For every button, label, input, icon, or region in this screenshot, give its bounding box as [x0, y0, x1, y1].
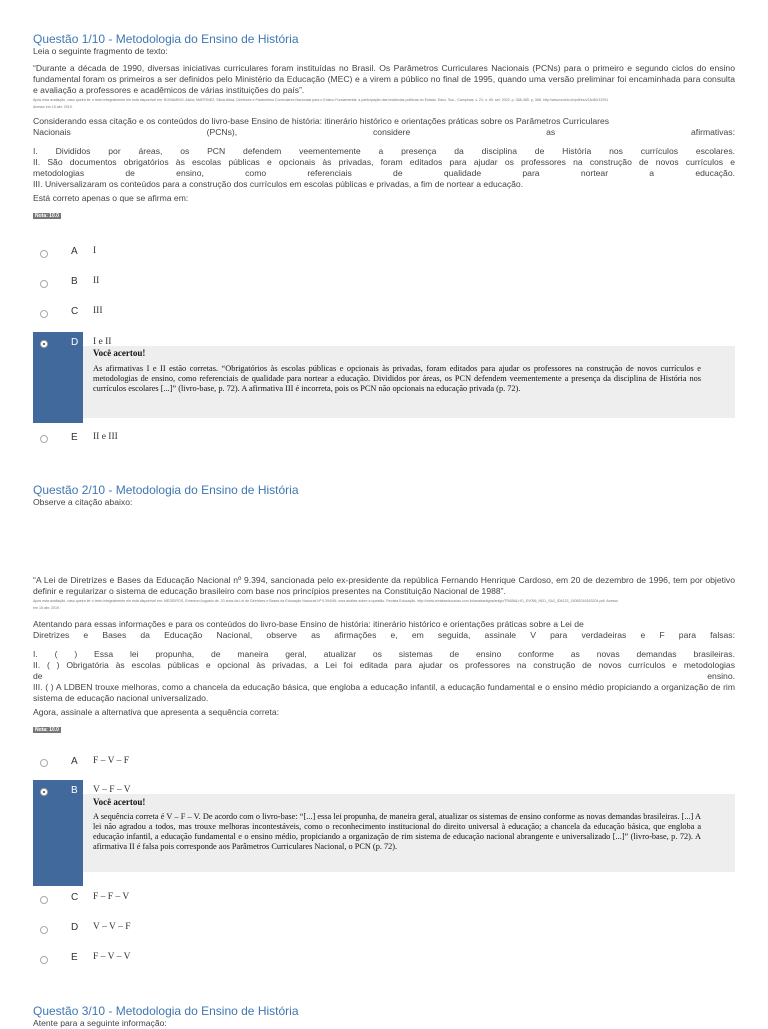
prompt-word: Nacionais: [33, 127, 71, 137]
option-text: II e III: [93, 432, 118, 442]
radio-icon[interactable]: [40, 280, 48, 288]
question-2-body: [33, 575, 735, 736]
question-1: [33, 32, 735, 222]
question-2-quote: “A Lei de Diretrizes e Bases da Educação Nacional nº 9.394, sancionada pelo ex-presidente da república Fernando Henrique Cardoso, em 20 de dezembro de 1996, tem por objetivo definir e regularizar o sistema de educação brasileiro com base nos princípios presentes na Constituição Nacional de 1988”.: [33, 575, 735, 596]
prompt-word: afirmativas:: [691, 127, 735, 137]
option-text: F – V – V: [93, 952, 131, 962]
option-letter: C: [71, 892, 79, 903]
question-1-title: Questão 1/10 - Metodologia do Ensino de História: [33, 32, 299, 46]
question-2-ask: Agora, assinale a alternativa que apresenta a sequência correta:: [33, 707, 280, 717]
option-letter: D: [71, 922, 79, 933]
option-letter: E: [71, 432, 78, 443]
option-letter: A: [71, 246, 78, 257]
question-1-source: Após esta avaliação, caso queira ler o texto integralmente ele está disponível em: BONAMINO, Alicia; MARTINEZ, Silvia Alicia. Diretrizes e Parâmetros Curriculares Nacionais para o Ensino Fundamental: a participação das instâncias políticas do Estado. Educ. Soc., Campinas, v. 23, n. 80, set. 2002. p. 368-385. p. 368. http://www.scielo.br/pdf/es/v23n80/12931: [33, 98, 609, 102]
question-2-intro: Observe a citação abaixo:: [33, 497, 133, 507]
question-1-prompt: Considerando essa citação e os conteúdos do livro-base Ensino de história: itinerário histórico e orientações práticas sobre os Parâmetros Curriculares: [33, 116, 610, 126]
question-1-quote: “Durante a década de 1990, diversas iniciativas curriculares foram instituídas no Brasil. Os Parâmetros Curriculares Nacionais (PCNs) para o primeiro e segundo ciclos do ensino fundamental foram os primeiros a ser definidos pelo Ministério da Educação (MEC) e a virem a público no final de 1995, quando uma versão preliminar foi encaminhada para consulta e avaliação a professores e acadêmicos de várias instituições do país”.: [33, 63, 735, 95]
radio-selected-icon[interactable]: [40, 340, 48, 348]
question-2-title: Questão 2/10 - Metodologia do Ensino de História: [33, 483, 299, 497]
item-word: ensino.: [707, 671, 735, 681]
item-word: de: [33, 671, 43, 681]
radio-icon[interactable]: [40, 926, 48, 934]
feedback-title: Você acertou!: [93, 348, 146, 358]
radio-icon[interactable]: [40, 250, 48, 258]
option-text: III: [93, 306, 103, 316]
question-2-item-2: II. ( ) Obrigatória às escolas públicas e opcional às privadas, a Lei foi editada para ajudar os professores na construção de novos currículos e metodologias: [33, 660, 735, 670]
option-text: F – V – F: [93, 756, 130, 766]
option-text: II: [93, 276, 100, 286]
question-2: [33, 483, 735, 508]
option-letter: C: [71, 306, 79, 317]
question-1-ask: Está correto apenas o que se afirma em:: [33, 193, 189, 203]
radio-icon[interactable]: [40, 435, 48, 443]
question-2-item-2-cont: [33, 671, 735, 682]
question-1-item-2: II. São documentos obrigatórios às escolas públicas e opcionais às privadas, foram editados para ajudar os professores na construção de novos currículos e: [33, 157, 735, 167]
question-1-source-date: Acesso em 15 abr. 2019.: [33, 105, 73, 109]
option-letter: D: [71, 337, 79, 348]
radio-icon[interactable]: [40, 896, 48, 904]
radio-selected-icon[interactable]: [40, 788, 48, 796]
question-3-title: Questão 3/10 - Metodologia do Ensino de História: [33, 1004, 299, 1018]
question-1-item-2-cont: metodologias de ensino, como referenciais de qualidade para nortear a educação.: [33, 168, 735, 178]
radio-icon[interactable]: [40, 759, 48, 767]
feedback-text: A sequência correta é V – F – V. De acordo com o livro-base: “[...] essa lei propunha, de maneira geral, atualizar os sistemas de ensino conforme as novas demandas brasileiras. [...] A lei não agradou a todos, mas trouxe melhoras incontestáveis, como o reconhecimento institucional do direito universal à educação; a chancela da educação básica, que engloba a educação infantil, a educação fundamental e o ensino médio, propiciando a organização de rim sistema de educação nacional abrangente e universalizado [...]” (livro-base, p. 72). A afirmativa II é falsa pois corresponde aos Parâmetros Curriculares Nacional, o PCN (p. 72).: [93, 812, 701, 851]
question-1-item-3: III. Universalizaram os conteúdos para a construção dos currículos em escolas públicas e privadas, a fim de nortear a educação.: [33, 179, 524, 189]
question-2-source: Após esta avaliação, caso queira ler o texto integralmente ele está disponível em: MEDEIROS, Emerson Augusto de. 20 anos da Lei de Diretrizes e Bases da Educação Nacional Nº 9.394/96: uma análise sobre a questão. Revista Educação. http://www.revistaeducacao.com.br/anaisartigos/artigo/TRABALHO_EV056_MD1_SA3_ID6133_15082016163204.pdf. Acesso: [33, 599, 619, 603]
prompt-word: considere: [373, 127, 411, 137]
question-3: [33, 1004, 735, 1029]
radio-icon[interactable]: [40, 310, 48, 318]
option-text: V – F – V: [93, 785, 131, 795]
question-2-source-date: em 15 abr. 2019.: [33, 606, 60, 610]
prompt-word: as: [546, 127, 556, 137]
prompt-word: (PCNs),: [206, 127, 238, 137]
question-2-prompt: Atentando para essas informações e para os conteúdos do livro-base Ensino de história: itinerário histórico e orientações práticas sobre a Lei de: [33, 619, 584, 629]
question-1-item-1: I. Divididos por áreas, os PCN defendem veementemente a presença da disciplina de História nos currículos escolares.: [33, 146, 735, 156]
score-badge: Nota: 10.0: [35, 213, 59, 219]
score-badge: Nota: 10.0: [35, 727, 59, 733]
option-letter: B: [71, 276, 78, 287]
feedback-title: Você acertou!: [93, 797, 146, 807]
option-letter: B: [71, 785, 78, 796]
question-2-prompt-line2: Diretrizes e Bases da Educação Nacional, observe as afirmações e, em seguida, assinale V para verdadeiras e F para falsas:: [33, 630, 735, 640]
question-1-intro: Leia o seguinte fragmento de texto:: [33, 46, 168, 56]
feedback-text: As afirmativas I e II estão corretas. “Obrigatórios às escolas públicas e opcionais às privadas, foram editados para ajudar os professores na construção de novos currículos e metodologias de ensino, como referenciais de qualidade para nortear a educação. Divididos por áreas, os PCN defendem veementemente a presença da disciplina de História nos currículos escolares [...]” (livro-base, p. 72). A afirmativa III é incorreta, pois os PCN não opcionais na educação privada (p. 72).: [93, 364, 701, 393]
option-text: I e II: [93, 337, 112, 347]
option-letter: A: [71, 756, 78, 767]
radio-icon[interactable]: [40, 956, 48, 964]
option-text: F – F – V: [93, 892, 130, 902]
option-text: I: [93, 246, 97, 256]
question-2-item-3: III. ( ) A LDBEN trouxe melhoras, como a chancela da educação básica, que engloba a educação infantil, a educação fundamental e o ensino médio propiciando a organização de rim sistema de educação nacional universalizado.: [33, 682, 735, 703]
question-1-prompt-line2: [33, 127, 735, 138]
question-2-item-1: I. ( ) Essa lei propunha, de maneira geral, atualizar os sistemas de ensino conforme as novas demandas brasileiras.: [33, 649, 735, 659]
option-text: V – V – F: [93, 922, 131, 932]
question-3-intro: Atente para a seguinte informação:: [33, 1018, 167, 1028]
option-letter: E: [71, 952, 78, 963]
